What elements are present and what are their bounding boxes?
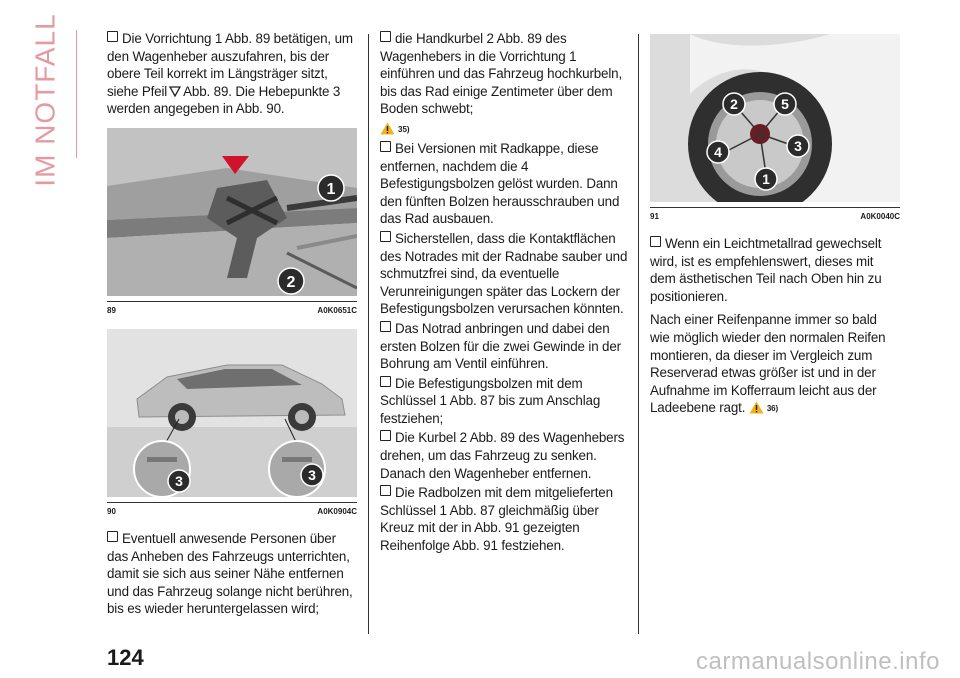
paragraph-tighten-bolts: Die Befestigungsbolzen mit dem Schlüssel 1 Abb. 87 bis zum Anschlag festziehen; xyxy=(380,375,601,426)
marker-2 xyxy=(278,268,304,294)
svg-text:2: 2 xyxy=(730,96,738,112)
marker-3-left xyxy=(168,470,190,492)
marker-4 xyxy=(707,141,729,163)
paragraph-cross-tighten: Die Radbolzen mit dem mitgelieferten Schlüssel 1 Abb. 87 gleichmäßig über Kreuz mit der in Abb. 91 gezeigten Reihenfolge Abb. 91 festziehen. xyxy=(380,485,613,554)
svg-text:2: 2 xyxy=(286,273,296,291)
checkbox-bullet-icon xyxy=(380,430,391,441)
figure-91-caption xyxy=(650,212,900,221)
reference-number: 36) xyxy=(766,404,778,414)
watermark: carmanualsonline.info xyxy=(696,648,940,675)
paragraph-hubcap: Bei Versionen mit Radkappe, diese entfernen, nachdem die 4 Befestigungsbolzen gelöst wurden. Dann den fünften Bolzen herausschrauben und das Rad ausbauen. xyxy=(380,140,620,227)
figure-code: A0K0904C xyxy=(317,506,357,516)
marker-5 xyxy=(774,93,796,115)
paragraph-mount-spare: Das Notrad anbringen und dabei den ersten Bolzen für die zwei Gewinde in der Bohrung am Ventil einführen. xyxy=(380,320,621,372)
paragraph-after-puncture: Nach einer Reifenpanne immer so bald wie möglich wieder den normalen Reifen montieren, da dieser im Vergleich zum Reserverad etwas größer ist und in der Aufnahme im Kofferraum leicht aus der Ladeebene ragt. 36) xyxy=(650,312,886,416)
checkbox-bullet-icon xyxy=(380,321,391,332)
reference-number: 35) xyxy=(398,124,410,134)
column-3 xyxy=(650,34,900,420)
svg-text:1: 1 xyxy=(762,171,770,187)
paragraph-jack-operate: Die Vorrichtung 1 Abb. 89 betätigen, um den Wagenheber auszufahren, bis der obere Teil korrekt im Längsträger sitzt, siehe Pfeil Abb. 89. Die Hebepunkte 3 werden angegeben in Abb. 90. xyxy=(107,31,353,117)
figure-90-caption xyxy=(107,507,357,516)
figure-89 xyxy=(107,128,357,302)
svg-text:1: 1 xyxy=(326,180,336,198)
checkbox-bullet-icon xyxy=(380,376,391,387)
figure-90 xyxy=(107,329,357,503)
svg-text:3: 3 xyxy=(175,472,183,489)
warning-icon xyxy=(380,122,395,135)
column-2 xyxy=(380,30,630,557)
figure-89-caption xyxy=(107,306,357,315)
svg-text:5: 5 xyxy=(781,96,789,112)
marker-3 xyxy=(787,135,809,157)
paragraph-contact-surfaces: Sicherstellen, dass die Kontaktflächen des Notrades mit der Radnabe sauber und schmutzfrei sind, da eventuelle Verunreinigungen später das Lockern der Befestigungsbolzen verursachen könnten. xyxy=(380,230,628,317)
figure-91 xyxy=(650,34,900,208)
checkbox-bullet-icon xyxy=(380,231,391,242)
svg-text:3: 3 xyxy=(308,466,316,483)
section-title-rule xyxy=(76,30,77,158)
figure-code: A0K0651C xyxy=(317,305,357,315)
checkbox-bullet-icon xyxy=(107,31,118,42)
checkbox-bullet-icon xyxy=(650,236,661,247)
figure-number: 89 xyxy=(107,305,116,315)
checkbox-bullet-icon xyxy=(380,31,391,42)
paragraph-warn-persons: Eventuell anwesende Personen über das Anheben des Fahrzeugs unterrichten, damit sie sich aus seiner Nähe entfernen und das Fahrzeug solange nicht berühren, bis es wieder heruntergelassen wird; xyxy=(107,530,353,617)
column-1 xyxy=(107,30,357,620)
marker-1 xyxy=(755,168,777,190)
car-lift-points-illustration xyxy=(107,329,357,497)
marker-1 xyxy=(318,175,344,201)
paragraph-crank: die Handkurbel 2 Abb. 89 des Wagenhebers in die Vorrichtung 1 einführen und das Fahrzeug hochkurbeln, bis das Rad einige Zentimeter über dem Boden schwebt; xyxy=(380,31,623,117)
arrow-down-icon xyxy=(169,86,181,97)
column-divider xyxy=(368,34,369,634)
column-divider xyxy=(638,34,639,634)
checkbox-bullet-icon xyxy=(107,531,118,542)
marker-2 xyxy=(723,93,745,115)
wheel-bolt-order-illustration xyxy=(650,34,900,202)
page-number: 124 xyxy=(107,645,144,670)
section-title xyxy=(26,13,66,187)
warning-reference xyxy=(380,120,630,138)
checkbox-bullet-icon xyxy=(380,141,391,152)
figure-code: A0K0040C xyxy=(860,212,900,221)
paragraph-lower-vehicle: Die Kurbel 2 Abb. 89 des Wagenhebers drehen, um das Fahrzeug zu senken. Danach den Wagenheber entfernen. xyxy=(380,430,625,481)
figure-number: 91 xyxy=(650,212,659,221)
marker-3-right xyxy=(301,464,323,486)
paragraph-alloy-wheel: Wenn ein Leichtmetallrad gewechselt wird, ist es empfehlenswert, dieses mit dem ästhetischen Teil nach Oben hin zu positionieren. xyxy=(650,236,882,304)
checkbox-bullet-icon xyxy=(380,485,391,496)
warning-icon xyxy=(749,401,764,414)
jack-illustration xyxy=(107,128,357,296)
figure-number: 90 xyxy=(107,506,116,516)
svg-text:3: 3 xyxy=(794,138,802,154)
svg-text:4: 4 xyxy=(714,144,722,160)
section-title-text: IM NOTFALL xyxy=(30,13,61,187)
